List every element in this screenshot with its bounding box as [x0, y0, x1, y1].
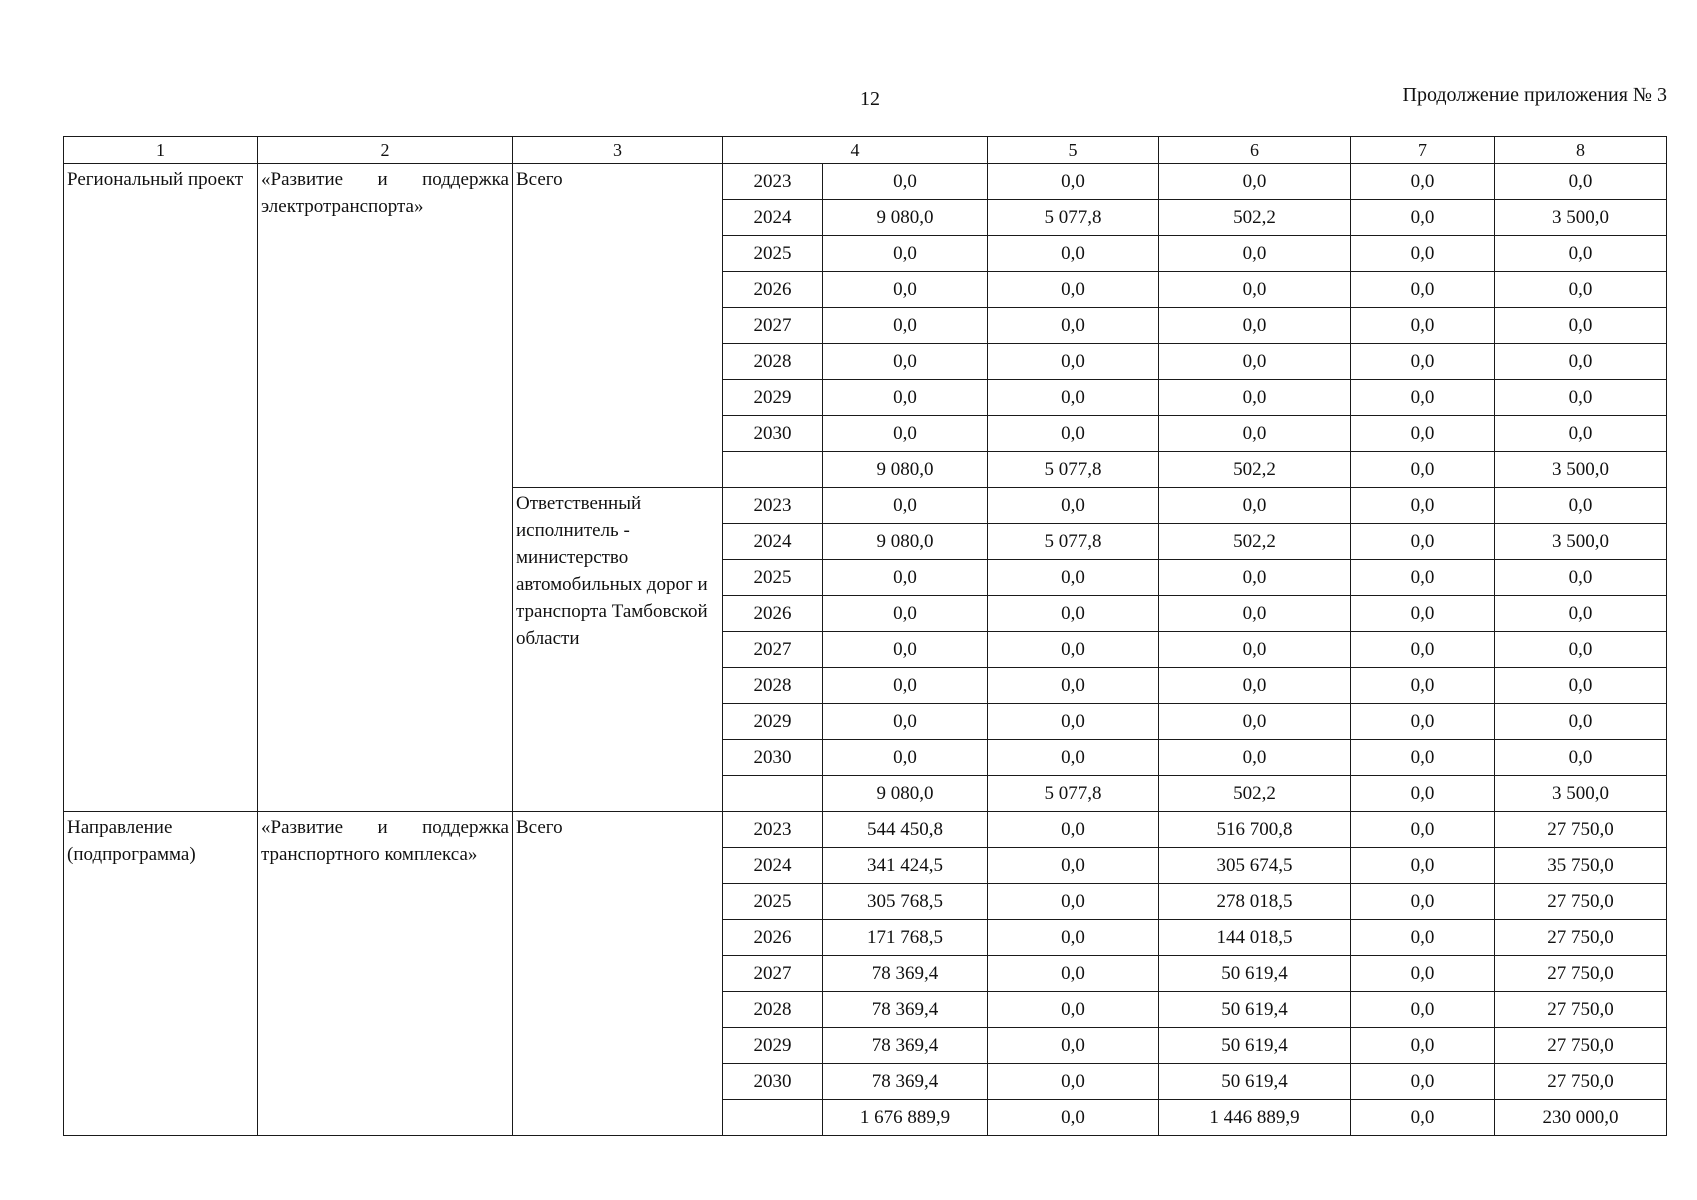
value-cell-col5: 0,0: [988, 848, 1159, 884]
value-cell-col6: 0,0: [1159, 704, 1351, 740]
value-cell-col4: 9 080,0: [823, 776, 988, 812]
year-cell: 2023: [723, 812, 823, 848]
year-cell: 2028: [723, 344, 823, 380]
appendix-continuation-label: Продолжение приложения № 3: [1402, 84, 1667, 106]
value-cell-col8: 27 750,0: [1495, 884, 1667, 920]
value-cell-col6: 0,0: [1159, 488, 1351, 524]
value-cell-col5: 0,0: [988, 272, 1159, 308]
value-cell-col7: 0,0: [1351, 488, 1495, 524]
value-cell-col5: 0,0: [988, 668, 1159, 704]
section-title-cell: [258, 164, 513, 812]
value-cell-col6: 0,0: [1159, 596, 1351, 632]
title-word: «Развитие: [261, 169, 344, 190]
value-cell-col7: 0,0: [1351, 596, 1495, 632]
value-cell-col7: 0,0: [1351, 272, 1495, 308]
value-cell-col4: 0,0: [823, 344, 988, 380]
value-cell-col8: 0,0: [1495, 596, 1667, 632]
year-cell: 2026: [723, 596, 823, 632]
value-cell-col4: 1 676 889,9: [823, 1100, 988, 1136]
value-cell-col7: 0,0: [1351, 164, 1495, 200]
title-word: и: [377, 169, 388, 190]
year-cell: 2026: [723, 920, 823, 956]
value-cell-col4: 9 080,0: [823, 200, 988, 236]
value-cell-col8: 0,0: [1495, 164, 1667, 200]
value-cell-col7: 0,0: [1351, 200, 1495, 236]
value-cell-col6: 305 674,5: [1159, 848, 1351, 884]
value-cell-col4: 9 080,0: [823, 524, 988, 560]
value-cell-col4: 0,0: [823, 488, 988, 524]
value-cell-col7: 0,0: [1351, 920, 1495, 956]
year-cell: 2024: [723, 524, 823, 560]
value-cell-col4: 0,0: [823, 596, 988, 632]
value-cell-col7: 0,0: [1351, 524, 1495, 560]
funding-source-cell: Всего: [513, 164, 723, 488]
value-cell-col5: 0,0: [988, 1100, 1159, 1136]
value-cell-col5: 0,0: [988, 596, 1159, 632]
value-cell-col8: 27 750,0: [1495, 1064, 1667, 1100]
value-cell-col6: 502,2: [1159, 452, 1351, 488]
year-cell: 2027: [723, 308, 823, 344]
value-cell-col8: 0,0: [1495, 560, 1667, 596]
value-cell-col6: 0,0: [1159, 416, 1351, 452]
value-cell-col8: 3 500,0: [1495, 452, 1667, 488]
value-cell-col8: 0,0: [1495, 632, 1667, 668]
value-cell-col5: 0,0: [988, 920, 1159, 956]
year-cell: 2030: [723, 416, 823, 452]
page-number: 12: [860, 88, 880, 110]
value-cell-col6: 0,0: [1159, 308, 1351, 344]
value-cell-col8: 27 750,0: [1495, 956, 1667, 992]
value-cell-col6: 0,0: [1159, 236, 1351, 272]
header-cell-2: 2: [258, 137, 513, 164]
value-cell-col8: 27 750,0: [1495, 920, 1667, 956]
section-title-line-1: [261, 814, 509, 841]
value-cell-col4: 171 768,5: [823, 920, 988, 956]
value-cell-col5: 0,0: [988, 632, 1159, 668]
section-type-cell: Направление (подпрограмма): [64, 812, 258, 1136]
value-cell-col7: 0,0: [1351, 848, 1495, 884]
value-cell-col5: 0,0: [988, 488, 1159, 524]
value-cell-col6: 0,0: [1159, 344, 1351, 380]
value-cell-col7: 0,0: [1351, 344, 1495, 380]
year-cell: 2029: [723, 380, 823, 416]
year-cell: 2029: [723, 704, 823, 740]
header-cell-7: 7: [1351, 137, 1495, 164]
title-word: поддержка: [422, 169, 509, 190]
value-cell-col8: 230 000,0: [1495, 1100, 1667, 1136]
value-cell-col5: 0,0: [988, 812, 1159, 848]
value-cell-col5: 0,0: [988, 704, 1159, 740]
section-type-cell: Региональный проект: [64, 164, 258, 812]
value-cell-col8: 27 750,0: [1495, 812, 1667, 848]
value-cell-col4: 78 369,4: [823, 992, 988, 1028]
value-cell-col7: 0,0: [1351, 452, 1495, 488]
value-cell-col8: 3 500,0: [1495, 200, 1667, 236]
value-cell-col6: 0,0: [1159, 560, 1351, 596]
value-cell-col8: 0,0: [1495, 668, 1667, 704]
year-cell: 2024: [723, 200, 823, 236]
value-cell-col6: 502,2: [1159, 524, 1351, 560]
year-cell: 2030: [723, 740, 823, 776]
value-cell-col5: 5 077,8: [988, 452, 1159, 488]
value-cell-col4: 0,0: [823, 380, 988, 416]
value-cell-col4: 0,0: [823, 632, 988, 668]
year-cell: 2030: [723, 1064, 823, 1100]
value-cell-col5: 5 077,8: [988, 524, 1159, 560]
year-cell: 2023: [723, 488, 823, 524]
value-cell-col7: 0,0: [1351, 1100, 1495, 1136]
value-cell-col6: 0,0: [1159, 668, 1351, 704]
value-cell-col7: 0,0: [1351, 380, 1495, 416]
value-cell-col4: 305 768,5: [823, 884, 988, 920]
value-cell-col7: 0,0: [1351, 1028, 1495, 1064]
header-cell-3: 3: [513, 137, 723, 164]
value-cell-col4: 78 369,4: [823, 1028, 988, 1064]
value-cell-col4: 0,0: [823, 236, 988, 272]
year-cell: 2025: [723, 884, 823, 920]
value-cell-col6: 278 018,5: [1159, 884, 1351, 920]
year-cell: 2023: [723, 164, 823, 200]
value-cell-col4: 544 450,8: [823, 812, 988, 848]
year-cell: [723, 776, 823, 812]
budget-table: [63, 136, 1667, 1136]
table-row: [64, 812, 1667, 848]
value-cell-col6: 0,0: [1159, 740, 1351, 776]
value-cell-col4: 0,0: [823, 704, 988, 740]
value-cell-col6: 0,0: [1159, 380, 1351, 416]
value-cell-col4: 78 369,4: [823, 956, 988, 992]
section-title-cell: [258, 812, 513, 1136]
value-cell-col4: 0,0: [823, 272, 988, 308]
year-cell: 2028: [723, 668, 823, 704]
value-cell-col7: 0,0: [1351, 236, 1495, 272]
value-cell-col5: 0,0: [988, 884, 1159, 920]
header-cell-1: 1: [64, 137, 258, 164]
section-title-line-1: [261, 166, 509, 193]
value-cell-col8: 27 750,0: [1495, 992, 1667, 1028]
value-cell-col8: 0,0: [1495, 704, 1667, 740]
value-cell-col5: 0,0: [988, 560, 1159, 596]
value-cell-col7: 0,0: [1351, 956, 1495, 992]
value-cell-col5: 5 077,8: [988, 776, 1159, 812]
header-cell-6: 6: [1159, 137, 1351, 164]
value-cell-col8: 0,0: [1495, 488, 1667, 524]
value-cell-col8: 35 750,0: [1495, 848, 1667, 884]
value-cell-col8: 0,0: [1495, 416, 1667, 452]
section-title-line-2: транспортного комплекса»: [261, 844, 478, 865]
value-cell-col8: 0,0: [1495, 380, 1667, 416]
value-cell-col8: 0,0: [1495, 236, 1667, 272]
value-cell-col6: 502,2: [1159, 200, 1351, 236]
year-cell: 2024: [723, 848, 823, 884]
value-cell-col4: 78 369,4: [823, 1064, 988, 1100]
funding-source-cell: Всего: [513, 812, 723, 1136]
value-cell-col8: 0,0: [1495, 344, 1667, 380]
value-cell-col5: 0,0: [988, 956, 1159, 992]
value-cell-col7: 0,0: [1351, 884, 1495, 920]
value-cell-col6: 516 700,8: [1159, 812, 1351, 848]
value-cell-col4: 0,0: [823, 560, 988, 596]
value-cell-col5: 0,0: [988, 740, 1159, 776]
year-cell: 2025: [723, 236, 823, 272]
header-cell-8: 8: [1495, 137, 1667, 164]
funding-source-cell: Ответственный исполнитель - министерство автомобильных дорог и транспорта Тамбовской области: [513, 488, 723, 812]
year-cell: 2029: [723, 1028, 823, 1064]
title-word: «Развитие: [261, 817, 344, 838]
value-cell-col8: 0,0: [1495, 308, 1667, 344]
value-cell-col7: 0,0: [1351, 812, 1495, 848]
table-row: [64, 164, 1667, 200]
year-cell: 2026: [723, 272, 823, 308]
value-cell-col5: 0,0: [988, 1028, 1159, 1064]
value-cell-col6: 0,0: [1159, 272, 1351, 308]
value-cell-col6: 50 619,4: [1159, 1028, 1351, 1064]
value-cell-col5: 0,0: [988, 1064, 1159, 1100]
value-cell-col7: 0,0: [1351, 992, 1495, 1028]
value-cell-col6: 0,0: [1159, 632, 1351, 668]
year-cell: [723, 452, 823, 488]
value-cell-col7: 0,0: [1351, 704, 1495, 740]
value-cell-col7: 0,0: [1351, 1064, 1495, 1100]
value-cell-col5: 0,0: [988, 308, 1159, 344]
value-cell-col7: 0,0: [1351, 560, 1495, 596]
section-title-line-2: электротранспорта»: [261, 196, 424, 217]
value-cell-col6: 144 018,5: [1159, 920, 1351, 956]
year-cell: 2027: [723, 956, 823, 992]
value-cell-col8: 0,0: [1495, 272, 1667, 308]
header-cell-5: 5: [988, 137, 1159, 164]
value-cell-col8: 27 750,0: [1495, 1028, 1667, 1064]
value-cell-col7: 0,0: [1351, 740, 1495, 776]
value-cell-col4: 9 080,0: [823, 452, 988, 488]
value-cell-col5: 0,0: [988, 380, 1159, 416]
value-cell-col5: 0,0: [988, 236, 1159, 272]
value-cell-col7: 0,0: [1351, 416, 1495, 452]
value-cell-col8: 3 500,0: [1495, 524, 1667, 560]
value-cell-col5: 0,0: [988, 164, 1159, 200]
title-word: и: [377, 817, 388, 838]
value-cell-col6: 50 619,4: [1159, 1064, 1351, 1100]
year-cell: 2025: [723, 560, 823, 596]
title-word: поддержка: [422, 817, 509, 838]
value-cell-col4: 0,0: [823, 416, 988, 452]
value-cell-col6: 50 619,4: [1159, 956, 1351, 992]
value-cell-col4: 0,0: [823, 308, 988, 344]
header-cell-4: 4: [723, 137, 988, 164]
value-cell-col4: 0,0: [823, 668, 988, 704]
value-cell-col4: 341 424,5: [823, 848, 988, 884]
year-cell: 2028: [723, 992, 823, 1028]
value-cell-col8: 0,0: [1495, 740, 1667, 776]
value-cell-col7: 0,0: [1351, 776, 1495, 812]
value-cell-col5: 0,0: [988, 416, 1159, 452]
value-cell-col5: 0,0: [988, 344, 1159, 380]
year-cell: [723, 1100, 823, 1136]
value-cell-col4: 0,0: [823, 164, 988, 200]
value-cell-col6: 0,0: [1159, 164, 1351, 200]
year-cell: 2027: [723, 632, 823, 668]
value-cell-col7: 0,0: [1351, 632, 1495, 668]
value-cell-col6: 50 619,4: [1159, 992, 1351, 1028]
header-row: [64, 137, 1667, 164]
value-cell-col5: 5 077,8: [988, 200, 1159, 236]
value-cell-col6: 1 446 889,9: [1159, 1100, 1351, 1136]
value-cell-col8: 3 500,0: [1495, 776, 1667, 812]
value-cell-col5: 0,0: [988, 992, 1159, 1028]
value-cell-col6: 502,2: [1159, 776, 1351, 812]
value-cell-col7: 0,0: [1351, 308, 1495, 344]
value-cell-col4: 0,0: [823, 740, 988, 776]
value-cell-col7: 0,0: [1351, 668, 1495, 704]
